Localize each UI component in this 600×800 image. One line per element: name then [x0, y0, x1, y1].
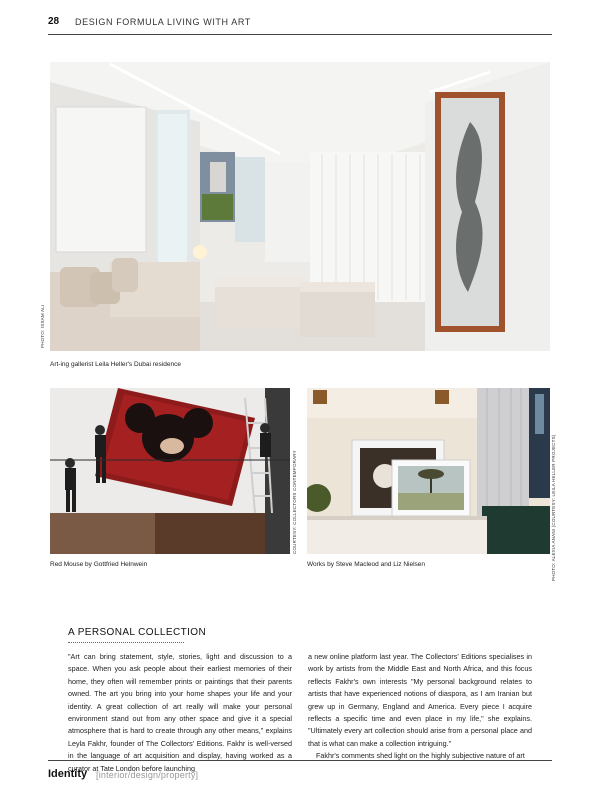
article-column-1: [68, 651, 292, 775]
magazine-brand: Identity: [48, 768, 88, 780]
article-paragraph: Fakhr's comments shed light on the highly subjective nature of art: [316, 751, 525, 761]
main-photo-caption: Art-ing gallerist Leila Heller's Dubai residence: [50, 361, 181, 368]
main-photo-credit: PHOTO: ISSAM ALI: [40, 304, 45, 348]
right-photo-caption: Works by Steve Macleod and Liz Nielsen: [307, 561, 426, 568]
header-rule: [48, 34, 552, 35]
article-paragraph: "Art can bring statement, style, stories, light and discussion to a space. When you ask people about their earliest memories of their home, they often will remember prints or paintings that their parents owned. The art you bring into your home shapes your life and your identity. A great collection of art really will make your personal environment stand out from any other space and give it a special atmosphere that is hard to create through any other means," explains Leyla Fakhr, founder of The Collectors' Editions. Fakhr is well-versed in the language of art acquisition and display, having worked as a curator at Tate London before launching: [68, 652, 292, 773]
framed-works-photo: [307, 388, 550, 554]
page-number: 28: [48, 16, 60, 27]
article-paragraph: a new online platform last year. The Collectors' Editions specialises in work by artists from the Middle East and North Africa, and this focus reflects Fakhr's own interests "My personal background relates to artists that have experienced notions of diaspora, as I am Iranian but grew up in Germany, England and America. Every piece I acquire reflects a specific time and even place in my life," she explains. "Ultimately every art collection should arise from a personal place and that is what can make a collection intriguing.": [308, 652, 532, 748]
red-mouse-photo: [50, 388, 290, 554]
footer-rule: [48, 760, 552, 761]
right-photo-credit: PHOTO: ALEXIA ANANI (COURTESY: LEILA HELLER PROJECTS): [551, 434, 556, 581]
main-photo: [50, 62, 550, 351]
left-photo-caption: Red Mouse by Gottfried Helnwein: [50, 561, 148, 568]
running-head: DESIGN FORMULA LIVING WITH ART: [75, 17, 251, 27]
section-rule: [68, 642, 184, 643]
article-column-2: [308, 651, 532, 763]
left-photo-credit: COURTESY: COLLECTORS CONTEMPORARY: [292, 450, 297, 554]
magazine-tagline: [interior/design/property]: [96, 770, 199, 780]
section-title: A PERSONAL COLLECTION: [68, 627, 207, 638]
